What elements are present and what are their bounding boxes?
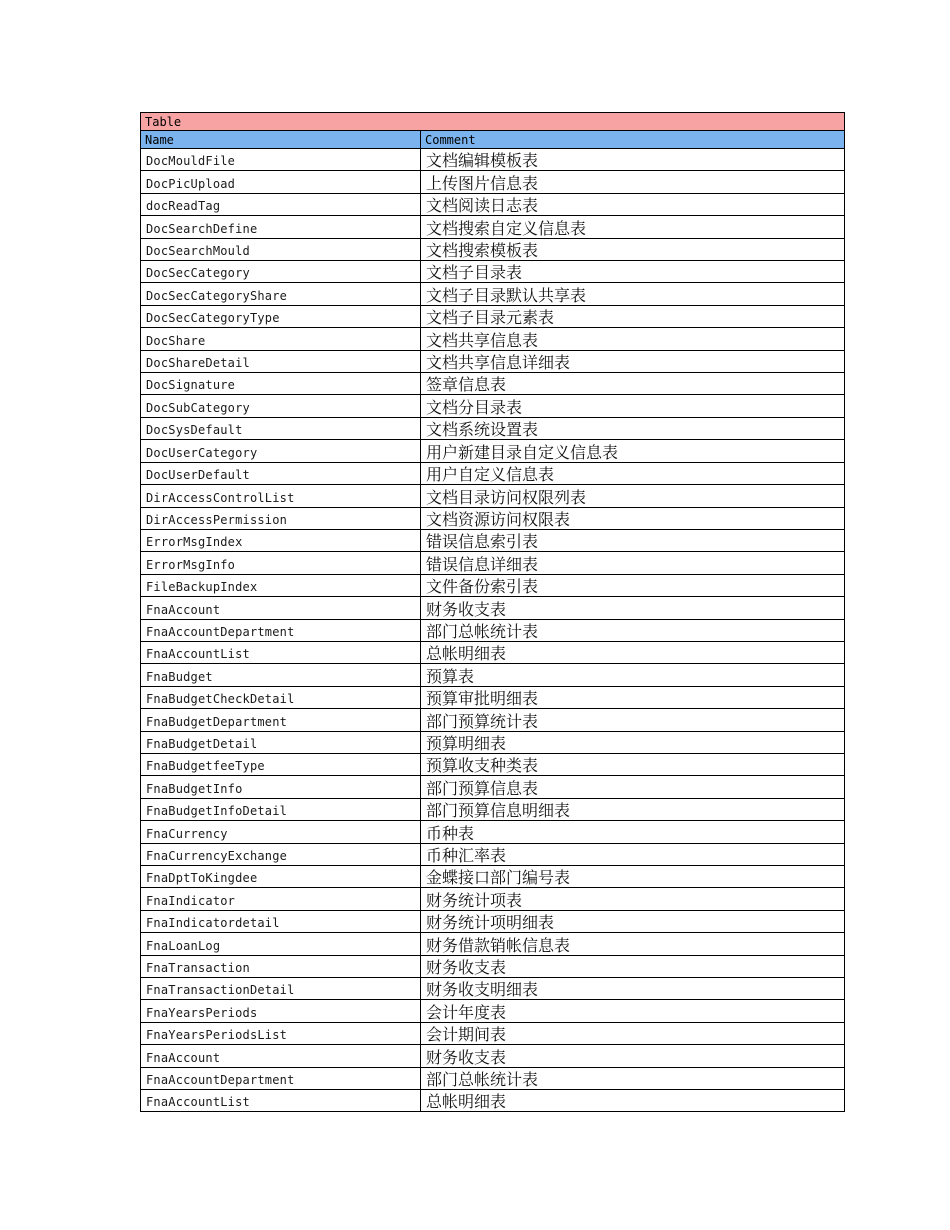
table-comment-cell: 会计期间表 <box>421 1022 845 1044</box>
table-row <box>141 776 845 798</box>
table-row <box>141 440 845 462</box>
table-row <box>141 709 845 731</box>
table-comment-cell: 错误信息索引表 <box>421 529 845 551</box>
table-comment-cell: 部门预算统计表 <box>421 709 845 731</box>
table-name-cell: DocPicUpload <box>141 171 421 193</box>
table-comment-cell: 文档搜索模板表 <box>421 238 845 260</box>
table-row <box>141 193 845 215</box>
table-name-cell: FnaTransactionDetail <box>141 978 421 1000</box>
table-comment-cell: 文档搜索自定义信息表 <box>421 216 845 238</box>
table-comment-cell: 部门总帐统计表 <box>421 1067 845 1089</box>
table-row <box>141 933 845 955</box>
table-row <box>141 1067 845 1089</box>
table-comment-cell: 金蝶接口部门编号表 <box>421 866 845 888</box>
table-row <box>141 641 845 663</box>
table-comment-cell: 文档编辑模板表 <box>421 149 845 171</box>
table-row <box>141 574 845 596</box>
table-name-cell: FnaBudgetfeeType <box>141 753 421 775</box>
table-comment-cell: 币种汇率表 <box>421 843 845 865</box>
table-name-cell: FnaBudgetDepartment <box>141 709 421 731</box>
table-comment-cell: 文档子目录表 <box>421 261 845 283</box>
table-comment-cell: 部门预算信息表 <box>421 776 845 798</box>
table-row <box>141 955 845 977</box>
table-comment-cell: 文档系统设置表 <box>421 417 845 439</box>
table-row <box>141 1022 845 1044</box>
table-comment-cell: 文档分目录表 <box>421 395 845 417</box>
table-row <box>141 821 845 843</box>
table-comment-cell: 用户自定义信息表 <box>421 462 845 484</box>
table-name-cell: FnaTransaction <box>141 955 421 977</box>
table-title: Table <box>141 113 845 131</box>
table-row <box>141 261 845 283</box>
table-name-cell: FnaAccountList <box>141 1090 421 1112</box>
table-comment-cell: 会计年度表 <box>421 1000 845 1022</box>
table-row <box>141 171 845 193</box>
table-comment-cell: 文档共享信息表 <box>421 328 845 350</box>
table-row <box>141 978 845 1000</box>
table-row <box>141 866 845 888</box>
table-name-cell: ErrorMsgIndex <box>141 529 421 551</box>
table-name-cell: DocSecCategory <box>141 261 421 283</box>
table-row <box>141 753 845 775</box>
table-row <box>141 417 845 439</box>
table-comment-cell: 财务收支表 <box>421 1045 845 1067</box>
table-name-cell: FnaCurrencyExchange <box>141 843 421 865</box>
table-comment-cell: 文档目录访问权限列表 <box>421 485 845 507</box>
table-name-cell: FileBackupIndex <box>141 574 421 596</box>
table-comment-cell: 预算审批明细表 <box>421 686 845 708</box>
table-comment-cell: 签章信息表 <box>421 373 845 395</box>
table-comment-cell: 用户新建目录自定义信息表 <box>421 440 845 462</box>
table-name-cell: DocUserDefault <box>141 462 421 484</box>
table-name-cell: FnaBudgetInfoDetail <box>141 798 421 820</box>
table-comment-cell: 部门总帐统计表 <box>421 619 845 641</box>
table-comment-cell: 预算表 <box>421 664 845 686</box>
table-comment-cell: 财务收支表 <box>421 955 845 977</box>
table-row <box>141 686 845 708</box>
table-name-cell: FnaBudgetCheckDetail <box>141 686 421 708</box>
table-row <box>141 552 845 574</box>
table-name-cell: FnaAccount <box>141 1045 421 1067</box>
table-comment-cell: 文档资源访问权限表 <box>421 507 845 529</box>
table-name-cell: FnaAccountList <box>141 641 421 663</box>
table-name-cell: DocSearchDefine <box>141 216 421 238</box>
table-name-cell: FnaBudget <box>141 664 421 686</box>
table-comment-cell: 总帐明细表 <box>421 641 845 663</box>
table-name-cell: FnaYearsPeriods <box>141 1000 421 1022</box>
table-name-cell: DocSubCategory <box>141 395 421 417</box>
table-name-cell: FnaCurrency <box>141 821 421 843</box>
table-name-cell: DocMouldFile <box>141 149 421 171</box>
table-row <box>141 619 845 641</box>
table-comment-cell: 预算收支种类表 <box>421 753 845 775</box>
table-body <box>141 113 845 1112</box>
table-comment-cell: 错误信息详细表 <box>421 552 845 574</box>
table-row <box>141 305 845 327</box>
table-row <box>141 395 845 417</box>
table-comment-cell: 文档共享信息详细表 <box>421 350 845 372</box>
table-name-cell: FnaYearsPeriodsList <box>141 1022 421 1044</box>
table-row <box>141 485 845 507</box>
column-header-comment: Comment <box>421 131 845 149</box>
table-row <box>141 328 845 350</box>
table-comment-cell: 财务借款销帐信息表 <box>421 933 845 955</box>
table-name-cell: FnaAccountDepartment <box>141 1067 421 1089</box>
table-row <box>141 843 845 865</box>
table-row <box>141 798 845 820</box>
table-name-cell: docReadTag <box>141 193 421 215</box>
table-name-cell: FnaIndicatordetail <box>141 910 421 932</box>
table-name-cell: FnaDptToKingdee <box>141 866 421 888</box>
table-name-cell: DocUserCategory <box>141 440 421 462</box>
table-row <box>141 597 845 619</box>
table-comment-cell: 文档子目录元素表 <box>421 305 845 327</box>
table-row <box>141 664 845 686</box>
table-name-cell: FnaBudgetDetail <box>141 731 421 753</box>
table-comment-cell: 财务收支明细表 <box>421 978 845 1000</box>
table-row <box>141 888 845 910</box>
table-comment-cell: 财务收支表 <box>421 597 845 619</box>
header-row <box>141 131 845 149</box>
table-name-cell: DocShare <box>141 328 421 350</box>
table-name-cell: FnaBudgetInfo <box>141 776 421 798</box>
table-comment-cell: 财务统计项明细表 <box>421 910 845 932</box>
table-name-cell: DocShareDetail <box>141 350 421 372</box>
table-name-cell: DocSecCategoryType <box>141 305 421 327</box>
table-name-cell: DirAccessPermission <box>141 507 421 529</box>
column-header-name: Name <box>141 131 421 149</box>
table-name-cell: DirAccessControlList <box>141 485 421 507</box>
table-row <box>141 1045 845 1067</box>
table-name-cell: FnaAccountDepartment <box>141 619 421 641</box>
table-comment-cell: 部门预算信息明细表 <box>421 798 845 820</box>
table-row <box>141 529 845 551</box>
table-row <box>141 350 845 372</box>
table-name-cell: FnaIndicator <box>141 888 421 910</box>
table-row <box>141 216 845 238</box>
table-name-cell: DocSecCategoryShare <box>141 283 421 305</box>
table-row <box>141 731 845 753</box>
table-comment-cell: 文档阅读日志表 <box>421 193 845 215</box>
table-row <box>141 1090 845 1112</box>
table-name-cell: DocSearchMould <box>141 238 421 260</box>
table-list <box>140 112 845 1112</box>
table-row <box>141 1000 845 1022</box>
table-row <box>141 238 845 260</box>
title-row <box>141 113 845 131</box>
table-comment-cell: 总帐明细表 <box>421 1090 845 1112</box>
table-comment-cell: 文件备份索引表 <box>421 574 845 596</box>
table-comment-cell: 财务统计项表 <box>421 888 845 910</box>
table-comment-cell: 币种表 <box>421 821 845 843</box>
table-name-cell: FnaAccount <box>141 597 421 619</box>
table-row <box>141 507 845 529</box>
table-row <box>141 149 845 171</box>
table-row <box>141 462 845 484</box>
table-name-cell: DocSysDefault <box>141 417 421 439</box>
table-comment-cell: 预算明细表 <box>421 731 845 753</box>
table-name-cell: ErrorMsgInfo <box>141 552 421 574</box>
table-comment-cell: 上传图片信息表 <box>421 171 845 193</box>
table-row <box>141 373 845 395</box>
table-comment-cell: 文档子目录默认共享表 <box>421 283 845 305</box>
table-name-cell: DocSignature <box>141 373 421 395</box>
table-row <box>141 283 845 305</box>
table-name-cell: FnaLoanLog <box>141 933 421 955</box>
table-row <box>141 910 845 932</box>
